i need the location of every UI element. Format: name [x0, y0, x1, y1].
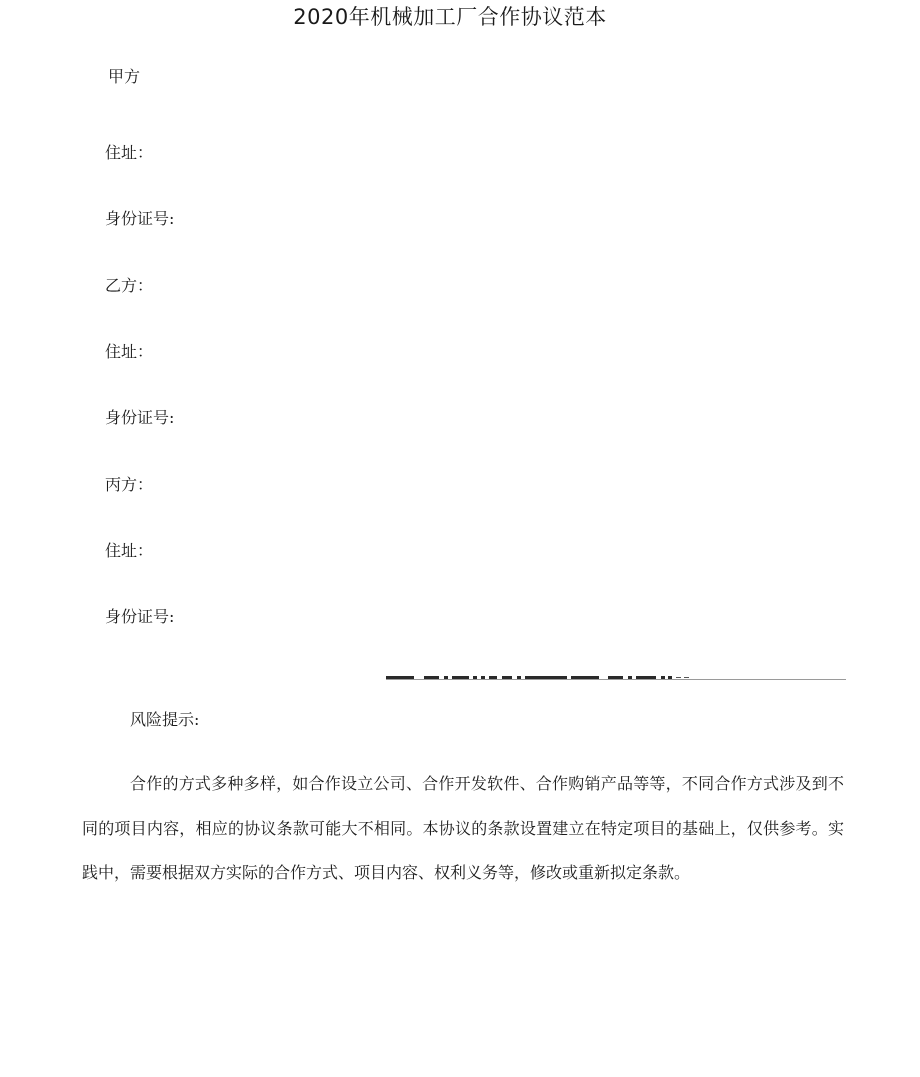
party-c-address-label: 住址：	[105, 541, 154, 560]
section-divider	[386, 676, 846, 686]
party-c-label: 丙方：	[105, 475, 154, 494]
party-b-label: 乙方：	[105, 276, 154, 295]
risk-paragraph: 合作的方式多种多样，如合作设立公司、合作开发软件、合作购销产品等等，不同合作方式涉及到不同的项目内容，相应的协议条款可能大不相同。本协议的条款设置建立在特定项目的基础上，仅供参考。实践中，需要根据双方实际的合作方式、项目内容、权利义务等，修改或重新拟定条款。	[82, 774, 844, 883]
party-a-address-label: 住址：	[105, 143, 154, 162]
party-c-id-label: 身份证号:	[105, 607, 175, 626]
party-b-id-label: 身份证号:	[105, 408, 175, 427]
document-title: 2020年机械加工厂合作协议范本	[293, 5, 607, 29]
party-b-address-label: 住址：	[105, 342, 154, 361]
risk-heading: 风险提示:	[130, 710, 200, 729]
party-a-label: 甲方	[108, 67, 141, 86]
party-a-id-label: 身份证号:	[105, 209, 175, 228]
divider-graphic	[386, 676, 846, 686]
